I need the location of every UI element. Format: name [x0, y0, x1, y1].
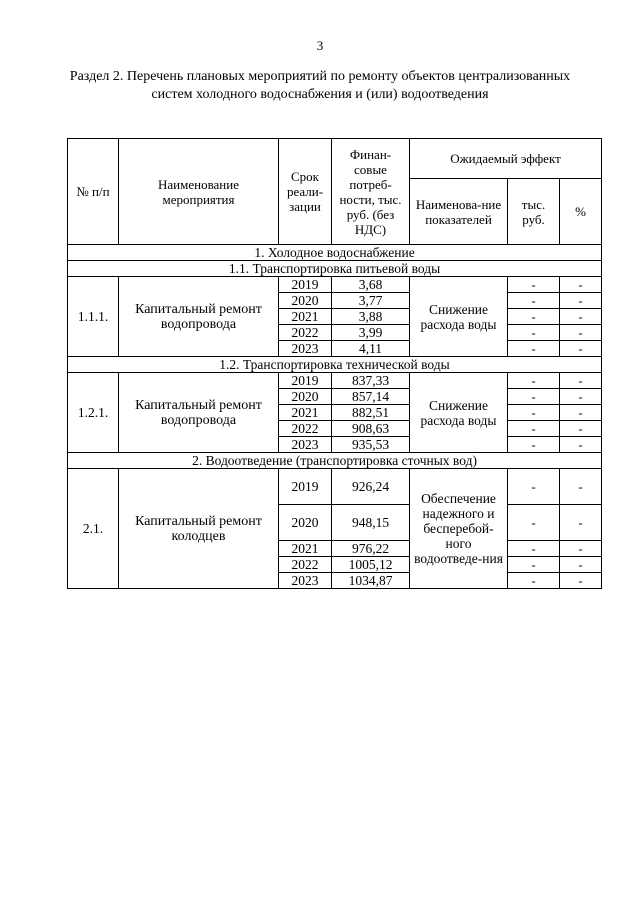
- section-row: [68, 453, 602, 469]
- year-cell: 2019: [279, 373, 332, 389]
- thousand-rub-cell: -: [508, 373, 560, 389]
- section-title: 2. Водоотведение (транспортировка сточных вод): [68, 453, 602, 469]
- year-cell: 2019: [279, 277, 332, 293]
- subsection-title: 1.2. Транспортировка технической воды: [68, 357, 602, 373]
- percent-cell: -: [560, 293, 602, 309]
- thousand-rub-cell: -: [508, 309, 560, 325]
- amount-cell: 976,22: [332, 541, 410, 557]
- header-term: Срок реали-зации: [279, 139, 332, 245]
- subsection-title: 1.1. Транспортировка питьевой воды: [68, 261, 602, 277]
- thousand-rub-cell: -: [508, 325, 560, 341]
- amount-cell: 935,53: [332, 437, 410, 453]
- year-cell: 2023: [279, 573, 332, 589]
- percent-cell: -: [560, 309, 602, 325]
- percent-cell: -: [560, 541, 602, 557]
- item-number: 2.1.: [68, 469, 119, 589]
- plan-table: [67, 138, 602, 589]
- table-row: [68, 373, 602, 389]
- thousand-rub-cell: -: [508, 437, 560, 453]
- table-row: [68, 469, 602, 505]
- amount-cell: 4,11: [332, 341, 410, 357]
- amount-cell: 3,68: [332, 277, 410, 293]
- percent-cell: -: [560, 469, 602, 505]
- amount-cell: 926,24: [332, 469, 410, 505]
- item-number: 1.1.1.: [68, 277, 119, 357]
- page-number: 3: [316, 38, 324, 53]
- thousand-rub-cell: -: [508, 389, 560, 405]
- thousand-rub-cell: -: [508, 341, 560, 357]
- percent-cell: -: [560, 325, 602, 341]
- thousand-rub-cell: -: [508, 541, 560, 557]
- thousand-rub-cell: -: [508, 505, 560, 541]
- percent-cell: -: [560, 505, 602, 541]
- header-name: Наименование мероприятия: [119, 139, 279, 245]
- amount-cell: 3,99: [332, 325, 410, 341]
- amount-cell: 1034,87: [332, 573, 410, 589]
- amount-cell: 3,77: [332, 293, 410, 309]
- header-effect: Ожидаемый эффект: [410, 139, 602, 179]
- percent-cell: -: [560, 277, 602, 293]
- year-cell: 2022: [279, 325, 332, 341]
- section-title: 1. Холодное водоснабжение: [68, 245, 602, 261]
- thousand-rub-cell: -: [508, 573, 560, 589]
- amount-cell: 857,14: [332, 389, 410, 405]
- amount-cell: 837,33: [332, 373, 410, 389]
- item-number: 1.2.1.: [68, 373, 119, 453]
- year-cell: 2020: [279, 293, 332, 309]
- amount-cell: 1005,12: [332, 557, 410, 573]
- header-row: [68, 139, 602, 179]
- amount-cell: 882,51: [332, 405, 410, 421]
- item-name: Капитальный ремонт колодцев: [119, 469, 279, 589]
- percent-cell: -: [560, 573, 602, 589]
- effect-indicator: Обеспечение надежного и бесперебой-ного водоотведе-ния: [410, 469, 508, 589]
- year-cell: 2023: [279, 341, 332, 357]
- amount-cell: 948,15: [332, 505, 410, 541]
- percent-cell: -: [560, 405, 602, 421]
- subsection-row: [68, 357, 602, 373]
- item-name: Капитальный ремонт водопровода: [119, 277, 279, 357]
- year-cell: 2023: [279, 437, 332, 453]
- year-cell: 2020: [279, 389, 332, 405]
- percent-cell: -: [560, 437, 602, 453]
- percent-cell: -: [560, 373, 602, 389]
- effect-indicator: Снижение расхода воды: [410, 373, 508, 453]
- thousand-rub-cell: -: [508, 469, 560, 505]
- thousand-rub-cell: -: [508, 421, 560, 437]
- year-cell: 2022: [279, 557, 332, 573]
- percent-cell: -: [560, 421, 602, 437]
- percent-cell: -: [560, 341, 602, 357]
- year-cell: 2020: [279, 505, 332, 541]
- year-cell: 2021: [279, 541, 332, 557]
- effect-indicator: Снижение расхода воды: [410, 277, 508, 357]
- thousand-rub-cell: -: [508, 405, 560, 421]
- header-finance: Финан-совые потреб-ности, тыс. руб. (без НДС): [332, 139, 410, 245]
- subsection-row: [68, 261, 602, 277]
- year-cell: 2022: [279, 421, 332, 437]
- thousand-rub-cell: -: [508, 277, 560, 293]
- percent-cell: -: [560, 389, 602, 405]
- year-cell: 2019: [279, 469, 332, 505]
- header-thousand-rub: тыс. руб.: [508, 179, 560, 245]
- year-cell: 2021: [279, 405, 332, 421]
- table-row: [68, 277, 602, 293]
- amount-cell: 908,63: [332, 421, 410, 437]
- header-no: № п/п: [68, 139, 119, 245]
- thousand-rub-cell: -: [508, 293, 560, 309]
- item-name: Капитальный ремонт водопровода: [119, 373, 279, 453]
- section-row: [68, 245, 602, 261]
- thousand-rub-cell: -: [508, 557, 560, 573]
- amount-cell: 3,88: [332, 309, 410, 325]
- header-percent: %: [560, 179, 602, 245]
- section-heading: Раздел 2. Перечень плановых мероприятий по ремонту объектов централизованных систем холодного водоснабжения и (или) водоотведения: [69, 69, 571, 102]
- year-cell: 2021: [279, 309, 332, 325]
- percent-cell: -: [560, 557, 602, 573]
- header-indicator: Наименова-ние показателей: [410, 179, 508, 245]
